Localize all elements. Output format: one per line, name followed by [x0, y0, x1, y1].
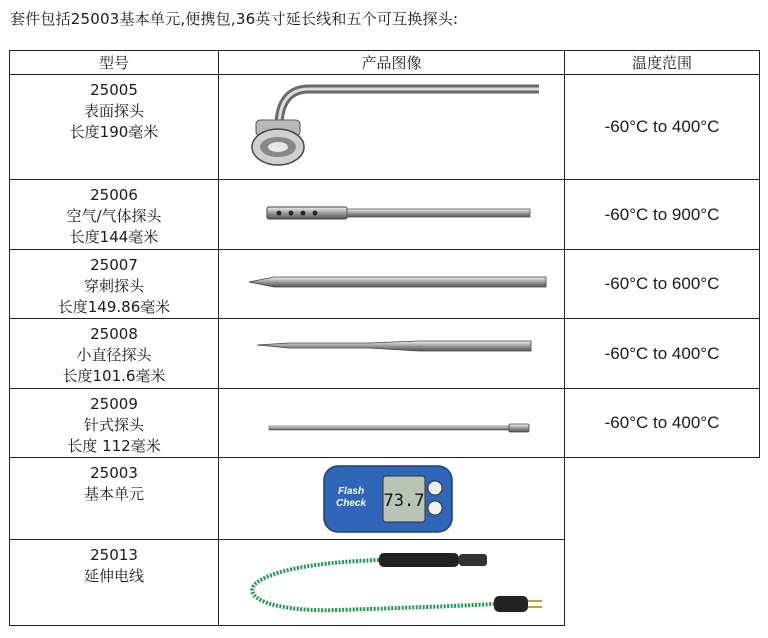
- empty-cell: [565, 540, 760, 626]
- model-name: 穿刺探头: [83, 277, 144, 295]
- model-cell: [10, 540, 219, 626]
- model-cell: [10, 319, 219, 389]
- model-number: 25007: [90, 256, 138, 274]
- model-number: 25005: [90, 81, 138, 99]
- temp-cell: -60°C to 400°C: [565, 75, 760, 180]
- model-cell: [10, 75, 219, 180]
- air-gas-probe-icon: [219, 180, 564, 250]
- temp-cell: -60°C to 400°C: [565, 319, 760, 389]
- image-cell: [219, 458, 565, 540]
- device-reading: 73.7: [383, 491, 425, 511]
- image-cell: [219, 180, 565, 250]
- model-cell: [10, 250, 219, 319]
- model-name: 针式探头: [83, 416, 144, 434]
- model-cell: [10, 389, 219, 458]
- table-row: [10, 75, 760, 180]
- model-number: 25008: [90, 325, 138, 343]
- extension-cable-icon: [219, 540, 564, 626]
- table-row: [10, 250, 760, 319]
- needle-probe-icon: [219, 389, 564, 458]
- model-length: 长度190毫米: [69, 123, 159, 141]
- thermometer-unit-icon: [219, 458, 564, 540]
- model-name: 表面探头: [83, 102, 144, 120]
- image-cell: [219, 319, 565, 389]
- model-number: 25009: [90, 395, 138, 413]
- model-cell: [10, 180, 219, 250]
- header-image: 产品图像: [219, 51, 565, 75]
- table-row: [10, 458, 760, 540]
- model-length: 长度149.86毫米: [57, 298, 171, 316]
- temp-cell: -60°C to 600°C: [565, 250, 760, 319]
- product-table: [9, 50, 760, 626]
- device-brand-2: Check: [335, 498, 367, 509]
- model-number: 25003: [90, 464, 138, 482]
- intro-text: 套件包括25003基本单元,便携包,36英寸延长线和五个可互换探头:: [10, 10, 459, 28]
- table-row: [10, 180, 760, 250]
- image-cell: [219, 250, 565, 319]
- header-model: 型号: [10, 51, 219, 75]
- header-temp: 温度范围: [565, 51, 760, 75]
- image-cell: [219, 389, 565, 458]
- model-name: 小直径探头: [76, 346, 152, 364]
- temp-cell: -60°C to 400°C: [565, 389, 760, 458]
- model-cell: [10, 458, 219, 540]
- model-name: 基本单元: [83, 485, 144, 503]
- model-name: 空气/气体探头: [66, 207, 162, 225]
- model-length: 长度144毫米: [69, 228, 159, 246]
- table-row: [10, 319, 760, 389]
- temp-cell: -60°C to 900°C: [565, 180, 760, 250]
- model-number: 25006: [90, 186, 138, 204]
- penetration-probe-icon: [219, 250, 564, 318]
- device-brand-1: Flash: [337, 486, 365, 497]
- surface-probe-icon: [219, 75, 564, 180]
- image-cell: [219, 75, 565, 180]
- image-cell: [219, 540, 565, 626]
- model-name: 延伸电线: [83, 567, 144, 585]
- table-row: [10, 540, 760, 626]
- empty-cell: [565, 458, 760, 540]
- model-number: 25013: [90, 546, 138, 564]
- model-length: 长度101.6毫米: [62, 367, 166, 385]
- table-header-row: [10, 51, 760, 75]
- model-length: 长度 112毫米: [67, 437, 161, 455]
- small-diameter-probe-icon: [219, 319, 564, 389]
- table-row: [10, 389, 760, 458]
